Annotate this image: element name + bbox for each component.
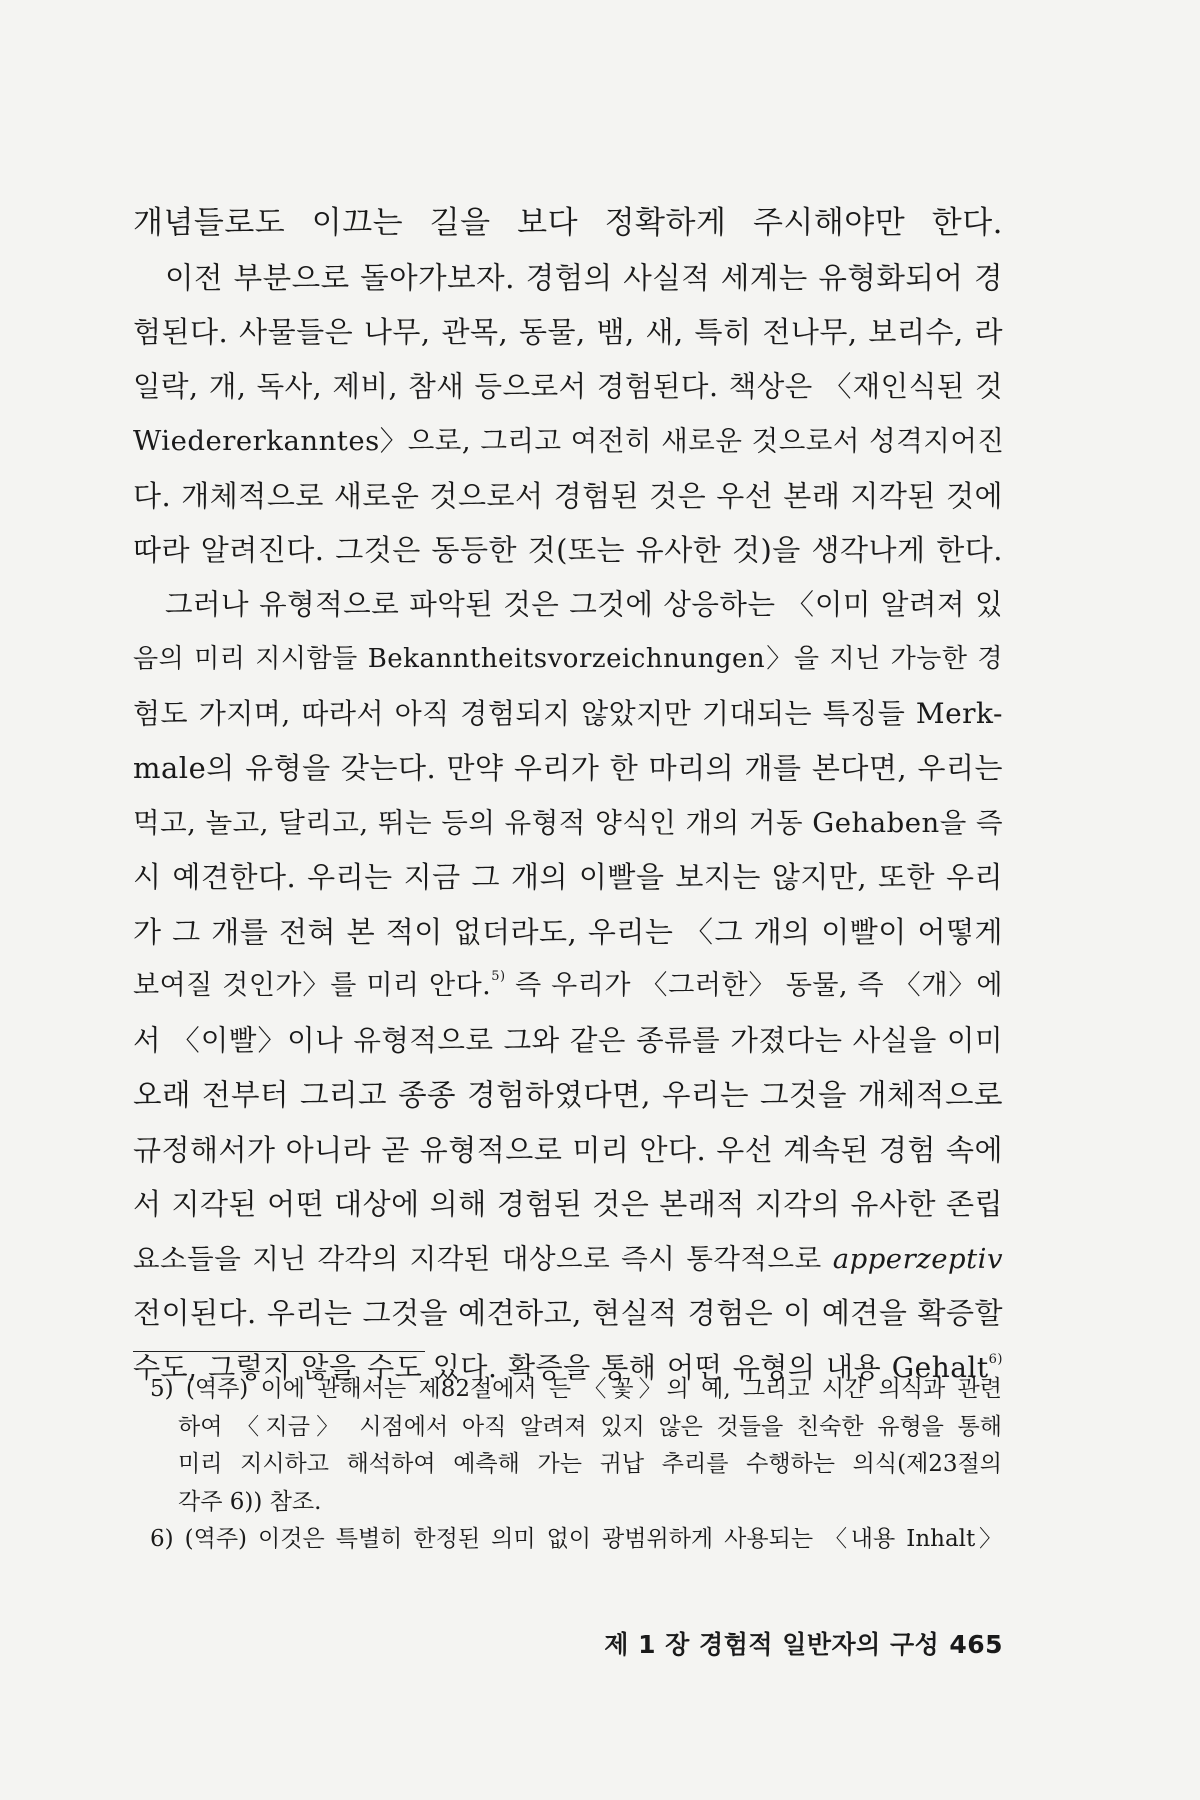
text-line: 서 지각된 어떤 대상에 의해 경험된 것은 본래적 지각의 유사한 존립: [133, 1187, 1003, 1221]
text-line: 전이된다. 우리는 그것을 예견하고, 현실적 경험은 이 예견을 확증할: [133, 1296, 1003, 1330]
text-line: 시 예견한다. 우리는 지금 그 개의 이빨을 보지는 않지만, 또한 우리: [133, 860, 1003, 894]
footnote-5-line: 미리 지시하고 해석하여 예측해 가는 귀납 추리를 수행하는 의식(제23절의: [178, 1451, 1002, 1477]
text-line: 험도 가지며, 따라서 아직 경험되지 않았지만 기대되는 특징들 Merk-: [133, 696, 1003, 730]
line-segment: 수도, 그렇지 않을 수도 있다. 확증을 통해 어떤 유형의 내용 Gehalt: [133, 1350, 989, 1384]
text-line: 다. 개체적으로 새로운 것으로서 경험된 것은 우선 본래 지각된 것에: [133, 478, 1003, 513]
text-line: male의 유형을 갖는다. 만약 우리가 한 마리의 개를 본다면, 우리는: [133, 751, 1003, 785]
text-line: 개념들로도 이끄는 길을 보다 정확하게 주시해야만 한다.: [133, 205, 1003, 241]
text-line-with-note: [133, 959, 1003, 1014]
italic-term: apperzeptiv: [832, 1242, 1003, 1275]
footnote-5-line: 하여 〈지금〉 시점에서 아직 알려져 있지 않은 것들을 친숙한 유형을 통해: [178, 1413, 1002, 1440]
text-line: 그러나 유형적으로 파악된 것은 그것에 상응하는 〈이미 알려져 있: [165, 587, 1003, 621]
text-line: 가 그 개를 전혀 본 적이 없더라도, 우리는 〈그 개의 이빨이 어떻게: [133, 914, 1003, 949]
footnote-rule: [133, 1351, 425, 1352]
footnotes: [150, 1371, 1002, 1559]
body-text: [133, 196, 1003, 1395]
text-line: 먹고, 놀고, 달리고, 뛰는 등의 유형적 양식인 개의 거동 Gehaben을 즉: [133, 806, 1004, 839]
footnote-ref-6: 6): [988, 1351, 1003, 1367]
running-title: 제 1 장 경험적 일반자의 구성: [604, 1630, 940, 1659]
footnote-6-line: 6) (역주) 이것은 특별히 한정된 의미 없이 광범위하게 사용되는 〈내용 Inhalt〉: [150, 1526, 1002, 1552]
line-segment: 요소들을 지닌 각각의 지각된 대상으로 즉시 통각적으로: [133, 1242, 822, 1275]
line-segment: 즉 우리가 〈그러한〉 동물, 즉 〈개〉에: [515, 970, 1004, 1001]
text-line: 이전 부분으로 돌아가보자. 경험의 사실적 세계는 유형화되어 경: [165, 260, 1003, 295]
text-line: 일락, 개, 독사, 제비, 참새 등으로서 경험된다. 책상은 〈재인식된 것: [133, 369, 1003, 403]
text-line: 규정해서가 아니라 곧 유형적으로 미리 안다. 우선 계속된 경험 속에: [133, 1132, 1003, 1167]
text-line: 오래 전부터 그리고 종종 경험하였다면, 우리는 그것을 개체적으로: [133, 1078, 1003, 1112]
footnote-5-line: 각주 6)) 참조.: [178, 1488, 322, 1515]
page-number: 465: [949, 1630, 1003, 1659]
text-line: 음의 미리 지시함들 Bekanntheitsvorzeichnungen〉을 지닌 가능한 경: [133, 644, 1003, 674]
running-footer: [603, 1625, 1003, 1661]
footnote-ref-5: 5): [491, 969, 506, 984]
text-line-with-italic: [133, 1232, 1003, 1287]
text-line: 서 〈이빨〉이나 유형적으로 그와 같은 종류를 가졌다는 사실을 이미: [133, 1023, 1003, 1057]
line-segment: 보여질 것인가〉를 미리 안다.: [133, 970, 492, 1001]
text-line: Wiedererkanntes〉으로, 그리고 여전히 새로운 것으로서 성격지어진: [133, 425, 1005, 457]
text-line: 험된다. 사물들은 나무, 관목, 동물, 뱀, 새, 특히 전나무, 보리수, 라: [133, 315, 1003, 349]
footnote-5-line: 5) (역주) 이에 관해서는 제82절에서 든 〈꽃〉의 예, 그리고 시간 의식과 관련: [150, 1376, 1002, 1402]
text-line: 따라 알려진다. 그것은 동등한 것(또는 유사한 것)을 생각나게 한다.: [133, 533, 1003, 567]
